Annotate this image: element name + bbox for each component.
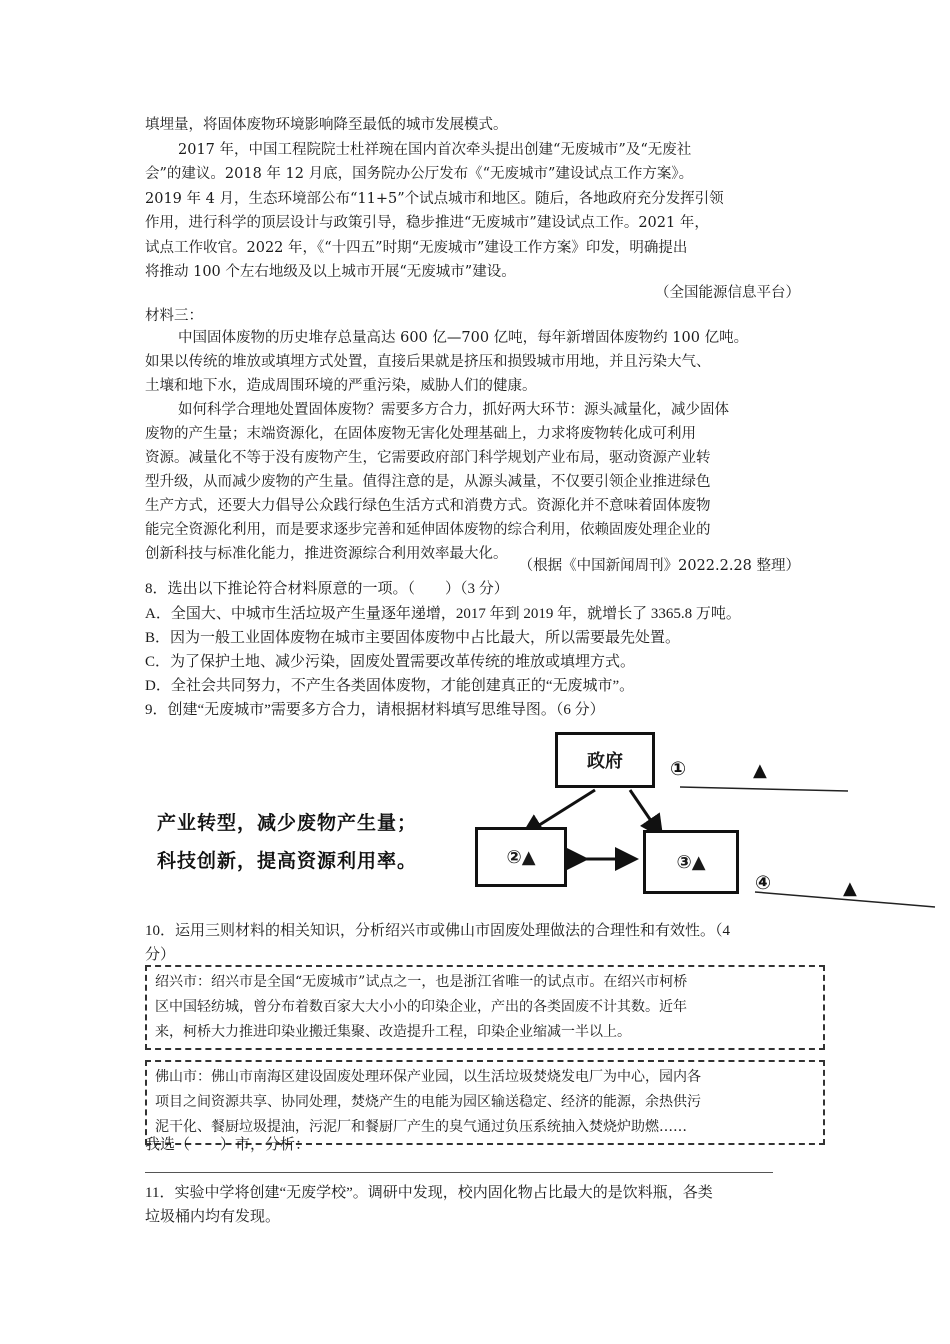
q8-option-a: A．全国大、中城市生活垃圾产生量逐年递增，2017 年到 2019 年，就增长了 3365.8 万吨。 bbox=[145, 606, 741, 622]
material2-line: 将推动 100 个左右地级及以上城市开展“无废城市”建设。 bbox=[145, 264, 516, 280]
blank-line-1 bbox=[680, 787, 848, 791]
answer-line[interactable] bbox=[145, 1172, 773, 1173]
q8-stem: 8．选出以下推论符合材料原意的一项。（ ）（3 分） bbox=[145, 581, 509, 597]
government-box: 政府 bbox=[555, 732, 655, 788]
material2-line: 2019 年 4 月，生态环境部公布“11+5”个试点城市和地区。随后，各地政府充分发挥引领 bbox=[145, 191, 724, 207]
shaoxing-line: 区中国轻纺城，曾分布着数百家大大小小的印染企业，产出的各类固废不计其数。近年 bbox=[155, 999, 687, 1015]
q10-stem-2: 分） bbox=[145, 947, 176, 963]
q10-answer-prompt: 我选（ ）市，分析： bbox=[145, 1137, 311, 1153]
blank-4-label: ④ bbox=[755, 872, 773, 894]
material2-line: 2017 年，中国工程院院士杜祥琬在国内首次牵头提出创建“无废城市”及“无废社 bbox=[178, 142, 692, 158]
q8-option-d: D．全社会共同努力，不产生各类固体废物，才能创建真正的“无废城市”。 bbox=[145, 678, 635, 694]
arrow-gov-to-3 bbox=[630, 790, 660, 834]
material3-heading: 材料三： bbox=[145, 308, 203, 324]
material2-line: 填埋量，将固体废物环境影响降至最低的城市发展模式。 bbox=[145, 117, 508, 133]
material3-line: 废物的产生量；末端资源化，在固体废物无害化处理基础上，力求将废物转化成可利用 bbox=[145, 426, 696, 442]
shaoxing-box bbox=[145, 965, 825, 1050]
material3-line: 创新科技与标准化能力，推进资源综合利用效率最大化。 bbox=[145, 546, 508, 562]
material2-line: 会”的建议。2018 年 12 月底，国务院办公厅发布《“无废城市”建设试点工作方案》。 bbox=[145, 166, 694, 182]
blank-1-number: ① bbox=[670, 758, 688, 780]
material3-source: （根据《中国新闻周刊》2022.2.28 整理） bbox=[518, 558, 800, 574]
hint-line-1: 产业转型，减少废物产生量； bbox=[157, 812, 418, 834]
hint-line-2: 科技创新，提高资源利用率。 bbox=[157, 850, 418, 872]
material3-line: 如果以传统的堆放或填埋方式处置，直接后果就是挤压和损毁城市用地，并且污染大气、 bbox=[145, 354, 711, 370]
material3-line: 能完全资源化利用，而是要求逐步完善和延伸固体废物的综合利用，依赖固废处理企业的 bbox=[145, 522, 711, 538]
material3-line: 如何科学合理地处置固体废物？需要多方合力，抓好两大环节：源头减量化，减少固体 bbox=[178, 402, 729, 418]
blank-3-box: ③▲ bbox=[643, 830, 739, 894]
blank-1-triangle: ▲ bbox=[753, 760, 768, 781]
foshan-box bbox=[145, 1060, 825, 1145]
q11-line: 11．实验中学将创建“无废学校”。调研中发现，校内固化物占比最大的是饮料瓶，各类 bbox=[145, 1185, 713, 1201]
foshan-line: 泥干化、餐厨垃圾提油，污泥厂和餐厨厂产生的臭气通过负压系统抽入焚烧炉助燃…… bbox=[155, 1119, 687, 1135]
material3-line: 型升级，从而减少废物的产生量。值得注意的是，从源头减量，不仅要引领企业推进绿色 bbox=[145, 474, 711, 490]
blank-2-box: ②▲ bbox=[475, 827, 567, 887]
material3-line: 中国固体废物的历史堆存总量高达 600 亿—700 亿吨，每年新增固体废物约 100 亿吨。 bbox=[178, 330, 749, 346]
shaoxing-line: 绍兴市：绍兴市是全国“无废城市”试点之一，也是浙江省唯一的试点市。在绍兴市柯桥 bbox=[155, 974, 688, 990]
q10-stem-1: 10．运用三则材料的相关知识，分析绍兴市或佛山市固废处理做法的合理性和有效性。（4 bbox=[145, 923, 731, 939]
shaoxing-line: 来，柯桥大力推进印染业搬迁集聚、改造提升工程，印染企业缩减一半以上。 bbox=[155, 1024, 631, 1040]
foshan-line: 项目之间资源共享、协同处理，焚烧产生的电能为园区输送稳定、经济的能源，余热供污 bbox=[155, 1094, 701, 1110]
material3-line: 土壤和地下水，造成周围环境的严重污染，威胁人们的健康。 bbox=[145, 378, 537, 394]
foshan-line: 佛山市：佛山市南海区建设固废处理环保产业园，以生活垃圾焚烧发电厂为中心，园内各 bbox=[155, 1069, 701, 1085]
material3-line: 资源。减量化不等于没有废物产生，它需要政府部门科学规划产业布局，驱动资源产业转 bbox=[145, 450, 711, 466]
q9-stem: 9．创建“无废城市”需要多方合力，请根据材料填写思维导图。（6 分） bbox=[145, 702, 605, 718]
material2-line: 试点工作收官。2022 年，《“十四五”时期“无废城市”建设工作方案》印发，明确提出 bbox=[145, 240, 688, 256]
q8-option-c: C．为了保护土地、减少污染，固废处置需要改革传统的堆放或填埋方式。 bbox=[145, 654, 636, 670]
blank-1-label bbox=[670, 758, 687, 780]
q11-line: 垃圾桶内均有发现。 bbox=[145, 1209, 281, 1225]
material3-line: 生产方式，还要大力倡导公众践行绿色生活方式和消费方式。资源化并不意味着固体废物 bbox=[145, 498, 711, 514]
material2-source: （全国能源信息平台） bbox=[655, 285, 800, 301]
mind-map bbox=[145, 722, 945, 922]
blank-4-triangle: ▲ bbox=[843, 878, 858, 899]
q8-option-b: B．因为一般工业固体废物在城市主要固体废物中占比最大，所以需要最先处置。 bbox=[145, 630, 681, 646]
material2-line: 作用，进行科学的顶层设计与政策引导，稳步推进“无废城市”建设试点工作。2021 年， bbox=[145, 215, 709, 231]
